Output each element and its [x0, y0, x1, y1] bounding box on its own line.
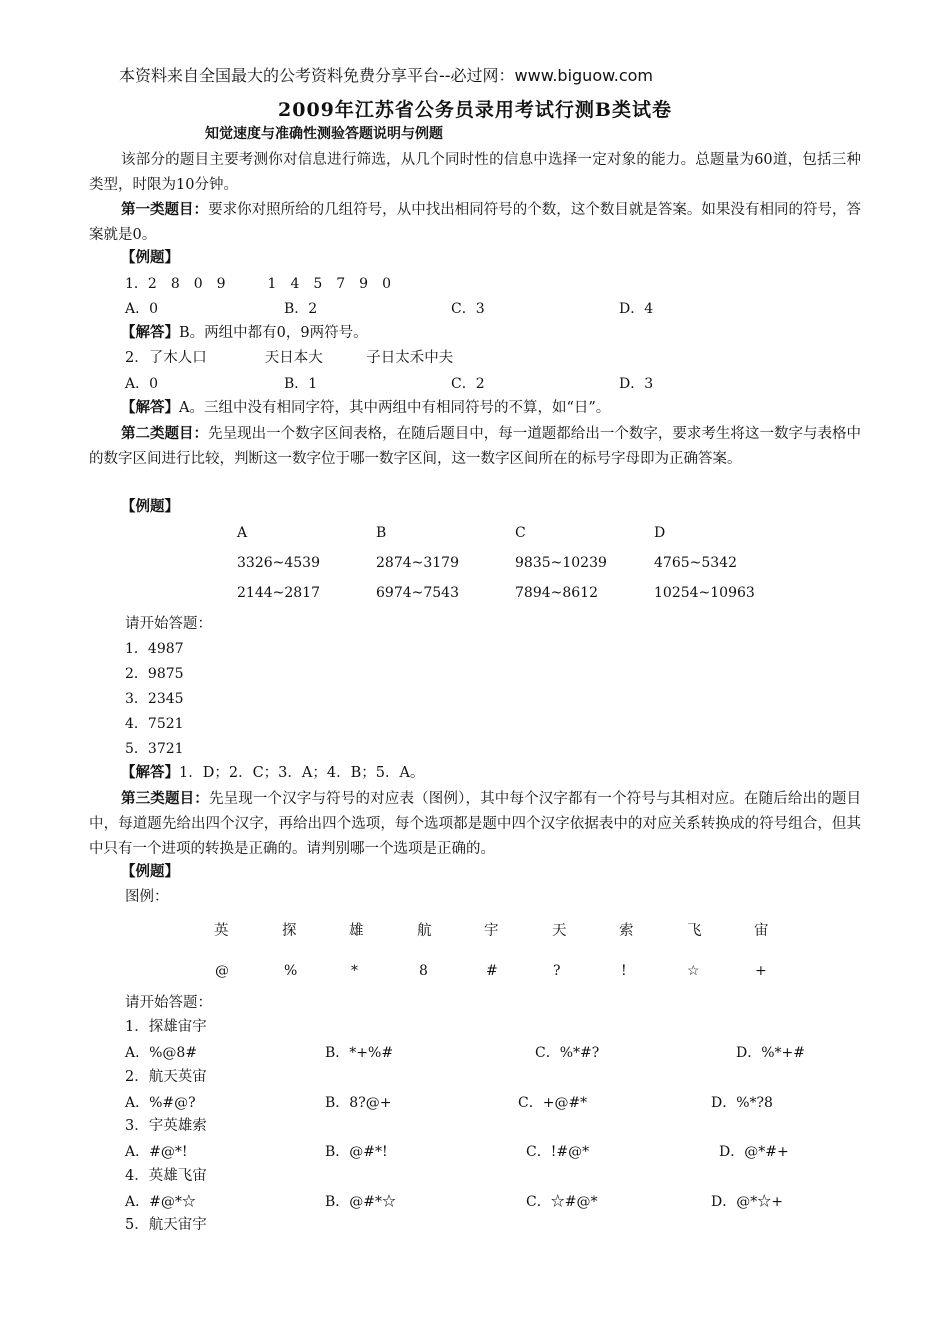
legend-symbol: ! [621, 963, 627, 979]
type3-q2-option-a: A．%#@? [125, 1095, 196, 1111]
type2-answer [121, 763, 424, 783]
legend-symbol: ☆ [687, 963, 700, 979]
type1-q2-option-d: D．3 [619, 376, 654, 392]
type1-label: 第一类题目： [121, 202, 209, 218]
table-cell: 2144~2817 [237, 585, 320, 601]
table-header-d: D [654, 525, 666, 541]
type2-question-1: 1．4987 [125, 641, 184, 657]
legend-char: 英 [214, 923, 229, 939]
legend-char: 探 [282, 923, 297, 939]
type3-q4-option-d: D．@*☆+ [711, 1194, 783, 1210]
type2-text: 先呈现出一个数字区间表格，在随后题目中，每一道题都给出一个数字，要求考生将这一数字与表格中的数字区间进行比较，判断这一数字位于哪一数字区间，这一数字区间所在的标号字母即为正确答案。 [89, 426, 861, 467]
table-header-b: B [376, 525, 387, 541]
type2-question-4: 4．7521 [125, 716, 184, 732]
type2-example-label: 【例题】 [121, 499, 179, 515]
type3-q1-option-c: C．%*#? [535, 1045, 600, 1061]
legend-symbol: + [755, 963, 767, 979]
table-header-c: C [515, 525, 526, 541]
type1-text: 要求你对照所给的几组符号，从中找出相同符号的个数，这个数目就是答案。如果没有相同的符号，答案就是0。 [89, 202, 861, 243]
type1-q2-option-c: C．2 [451, 376, 485, 392]
legend-symbol: 8 [419, 963, 428, 979]
legend-char: 航 [417, 923, 432, 939]
table-cell: 3326~4539 [237, 555, 320, 571]
type2-question-3: 3．2345 [125, 691, 184, 707]
table-cell: 6974~7543 [376, 585, 459, 601]
type1-q1-option-c: C．3 [451, 301, 485, 317]
type3-q3-option-d: D．@*#+ [719, 1144, 789, 1160]
type3-q2-option-d: D．%*?8 [711, 1095, 773, 1111]
type2-start-label: 请开始答题： [125, 616, 212, 632]
type3-q2-option-b: B．8?@+ [325, 1095, 392, 1111]
type3-example-label: 【例题】 [121, 864, 179, 880]
type3-text: 先呈现一个汉字与符号的对应表（图例），其中每个汉字都有一个符号与其相对应。在随后给出的题目中，每道题先给出四个汉字，再给出四个选项，每个选项都是题中四个汉字依据表中的对应关系转换成的符号组合，但其中只有一个进项的转换是正确的。请判别哪一个选项是正确的。 [89, 791, 862, 857]
type3-q3-option-a: A．#@*! [125, 1144, 188, 1160]
type3-paragraph [89, 787, 861, 862]
type3-q4-option-a: A．#@*☆ [125, 1194, 196, 1210]
table-header-a: A [237, 525, 248, 541]
type2-answer-text: 1．D；2．C；3．A；4．B；5．A。 [179, 765, 425, 781]
type2-answer-label: 【解答】 [121, 765, 179, 781]
type1-q1-option-b: B．2 [284, 301, 318, 317]
document-title: 2009年江苏省公务员录用考试行测B类试卷 [278, 99, 672, 121]
type2-question-5: 5．3721 [125, 741, 184, 757]
legend-char: 索 [619, 923, 634, 939]
type1-answer1 [121, 323, 368, 343]
type2-paragraph [89, 422, 861, 472]
type3-q4-option-c: C．☆#@* [526, 1194, 598, 1210]
type3-q2-option-c: C．+@#* [518, 1095, 588, 1111]
table-cell: 7894~8612 [515, 585, 598, 601]
type2-question-2: 2．9875 [125, 666, 184, 682]
type1-answer2 [121, 398, 610, 418]
type1-answer1-label: 【解答】 [121, 325, 179, 341]
legend-char: 雄 [349, 923, 364, 939]
type1-q2-option-a: A．0 [125, 376, 159, 392]
section-subtitle: 知觉速度与准确性测验答题说明与例题 [205, 126, 443, 142]
legend-symbol: # [486, 963, 498, 979]
table-cell: 2874~3179 [376, 555, 459, 571]
type3-q1-stem: 1．探雄宙宇 [125, 1019, 207, 1035]
type1-q1-option-d: D．4 [619, 301, 654, 317]
type3-q3-stem: 3．宇英雄索 [125, 1118, 207, 1134]
type3-q3-option-c: C．!#@* [526, 1144, 590, 1160]
legend-symbol: * [351, 963, 358, 979]
type1-answer1-text: B。两组中都有0，9两符号。 [179, 325, 368, 341]
legend-symbol: % [284, 963, 298, 979]
type1-q1-stem: 1．2 8 0 9 1 4 5 7 9 0 [125, 276, 391, 292]
type3-q1-option-a: A．%@8# [125, 1045, 198, 1061]
legend-char: 宇 [484, 923, 499, 939]
legend-char: 天 [552, 923, 567, 939]
type3-q4-stem: 4．英雄飞宙 [125, 1168, 207, 1184]
source-header: 本资料来自全国最大的公考资料免费分享平台--必过网：www.biguow.com [119, 66, 653, 85]
type1-answer2-text: A。三组中没有相同字符，其中两组中有相同符号的不算，如“日”。 [179, 400, 611, 416]
type3-q2-stem: 2．航天英宙 [125, 1069, 207, 1085]
type2-label: 第二类题目： [121, 426, 209, 442]
type3-label: 第三类题目： [121, 791, 209, 807]
legend-label: 图例： [125, 889, 169, 905]
legend-char: 飞 [687, 923, 702, 939]
type3-q1-option-b: B．*+%# [325, 1045, 394, 1061]
type3-q4-option-b: B．@#*☆ [325, 1194, 397, 1210]
type1-example-label: 【例题】 [121, 250, 179, 266]
table-cell: 10254~10963 [654, 585, 755, 601]
table-cell: 9835~10239 [515, 555, 607, 571]
type1-q2-option-b: B．1 [284, 376, 318, 392]
type1-q1-option-a: A．0 [125, 301, 159, 317]
table-cell: 4765~5342 [654, 555, 737, 571]
legend-symbol: @ [215, 963, 229, 979]
type1-paragraph [89, 198, 861, 248]
type1-answer2-label: 【解答】 [121, 400, 179, 416]
type3-q3-option-b: B．@#*! [325, 1144, 388, 1160]
type1-q2-stem: 2．了木人口 天日本大 子日太禾中夫 [125, 350, 454, 366]
legend-char: 宙 [754, 923, 769, 939]
legend-symbol: ? [553, 963, 561, 979]
type3-q5-stem: 5．航天宙宇 [125, 1217, 207, 1233]
type3-q1-option-d: D．%*+# [736, 1045, 805, 1061]
type3-start-label: 请开始答题： [125, 995, 212, 1011]
intro-paragraph: 该部分的题目主要考测你对信息进行筛选，从几个同时性的信息中选择一定对象的能力。总题量为60道，包括三种类型，时限为10分钟。 [89, 152, 861, 193]
